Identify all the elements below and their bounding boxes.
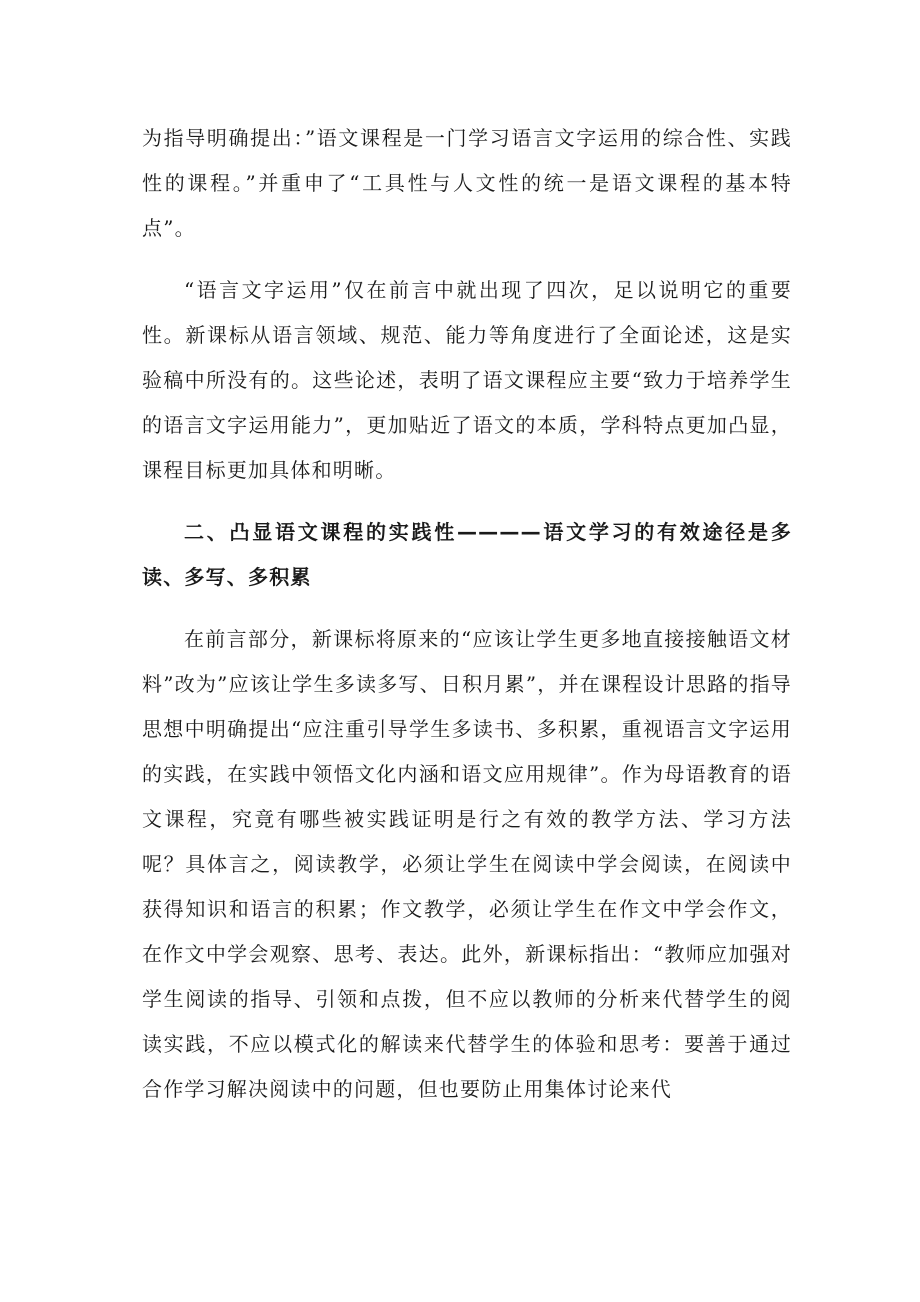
paragraph-2: “语言文字运用”仅在前言中就出现了四次，足以说明它的重要性。新课标从语言领域、规范、能力等角度进行了全面论述，这是实验稿中所没有的。这些论述，表明了语文课程应主要“致力于培养学生的语言文字运用能力”，更加贴近了语文的本质，学科特点更加凸显，课程目标更加具体和明晰。 bbox=[142, 278, 792, 482]
section-heading-2: 二、凸显语文课程的实践性————语文学习的有效途径是多读、多写、多积累 bbox=[142, 520, 792, 589]
paragraph-1: 为指导明确提出：”语文课程是一门学习语言文字运用的综合性、实践性的课程。”并重申了“工具性与人文性的统一是语文课程的基本特点”。 bbox=[142, 126, 792, 240]
paragraph-3: 在前言部分，新课标将原来的“应该让学生更多地直接接触语文材料”改为”应该让学生多读多写、日积月累”，并在课程设计思路的指导思想中明确提出“应注重引导学生多读书、多积累，重视语言文字运用的实践，在实践中领悟文化内涵和语文应用规律”。作为母语教育的语文课程，究竟有哪些被实践证明是行之有效的教学方法、学习方法呢？具体言之，阅读教学，必须让学生在阅读中学会阅读，在阅读中获得知识和语言的积累；作文教学，必须让学生在作文中学会作文，在作文中学会观察、思考、表达。此外，新课标指出：“教师应加强对学生阅读的指导、引领和点拨，但不应以教师的分析来代替学生的阅读实践，不应以模式化的解读来代替学生的体验和思考：要善于通过合作学习解决阅读中的问题，但也要防止用集体讨论来代 bbox=[142, 627, 792, 1101]
document-body bbox=[142, 116, 792, 1112]
